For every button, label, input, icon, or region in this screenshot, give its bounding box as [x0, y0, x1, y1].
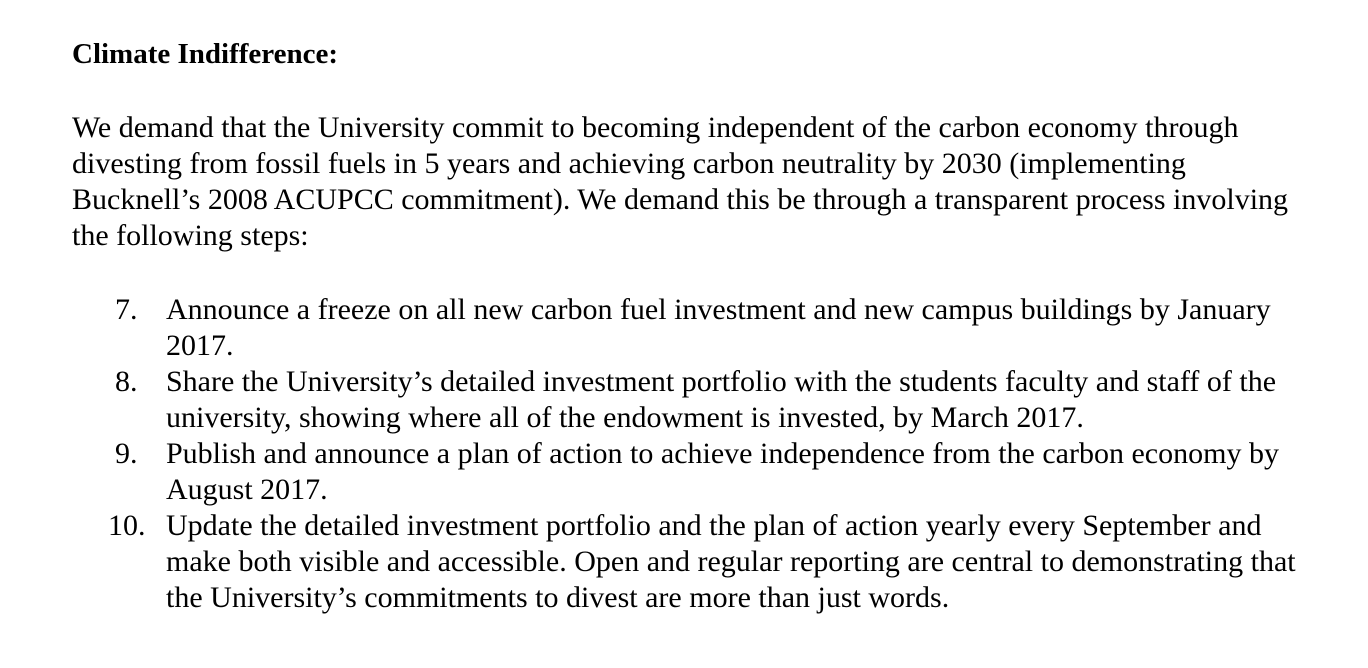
step-number: 7. [115, 293, 138, 326]
list-item-step-9 [72, 436, 1312, 508]
step-number: 9. [115, 437, 138, 470]
demand-paragraph: We demand that the University commit to becoming independent of the carbon economy through divesting from fossil fuels in 5 years and achieving carbon neutrality by 2030 (implementing Bucknell’s 2008 ACUPCC commitment). We demand this be through a transparent process involving the following steps: [72, 111, 1289, 252]
list-item-step-8 [72, 364, 1312, 436]
step-number: 8. [115, 365, 138, 398]
step-text: Update the detailed investment portfolio and the plan of action yearly every September and make both visible and accessible. Open and regular reporting are central to demonstrating that the University’s commitments to divest are more than just words. [166, 509, 1296, 614]
step-number: 10. [108, 509, 146, 542]
list-item-step-7 [72, 292, 1312, 364]
step-text: Announce a freeze on all new carbon fuel investment and new campus buildings by January 2017. [166, 293, 1271, 362]
list-item-step-10 [72, 508, 1312, 616]
step-text: Publish and announce a plan of action to achieve independence from the carbon economy by August 2017. [166, 437, 1279, 506]
document-page [72, 36, 1312, 616]
step-text: Share the University’s detailed investment portfolio with the students faculty and staff of the university, showing where all of the endowment is invested, by March 2017. [166, 365, 1277, 434]
document-heading: Climate Indifference: [72, 38, 339, 70]
steps-list [72, 292, 1312, 616]
